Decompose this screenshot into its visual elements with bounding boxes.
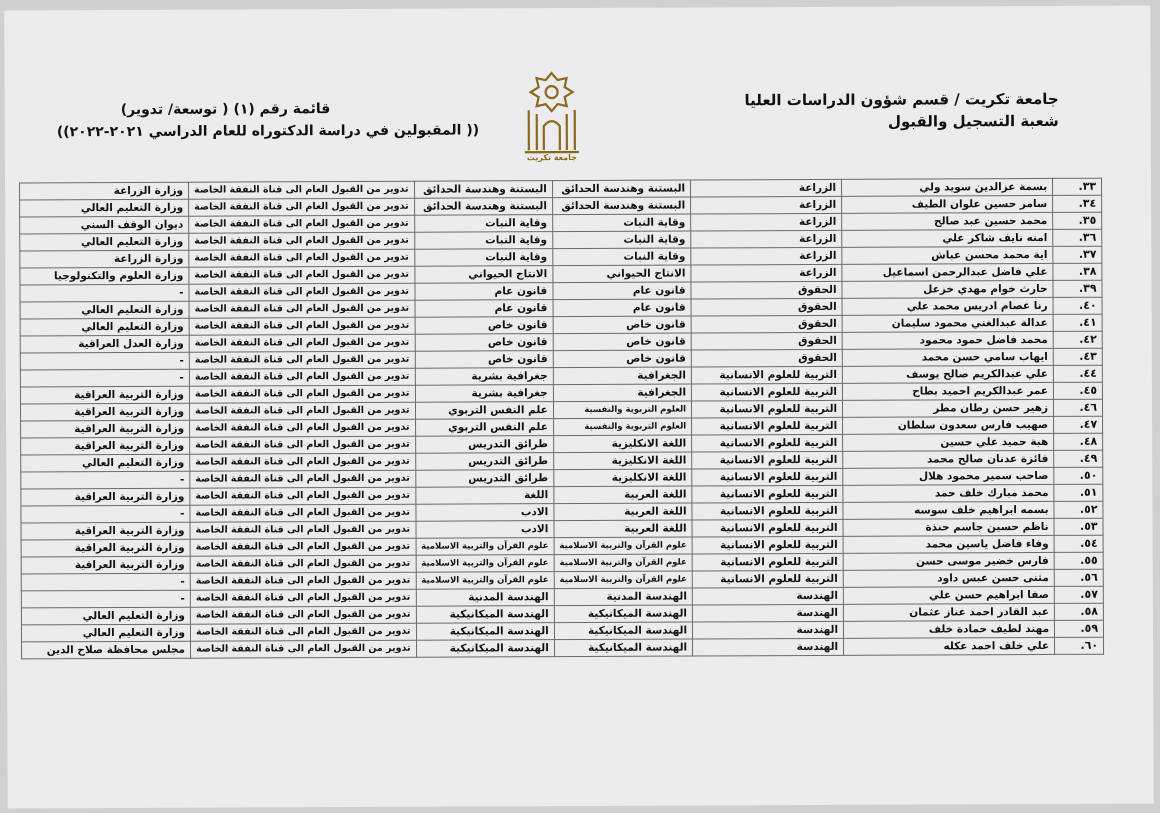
college-cell: التربية للعلوم الانسانية	[692, 468, 843, 486]
list-subtitle: (( المقبولين في دراسة الدكتوراه للعام الدراسي ٢٠٢١-٢٠٢٢))	[56, 122, 480, 141]
row-number-cell: ٤٩.	[1054, 450, 1103, 467]
college-cell: الحقوق	[691, 298, 842, 316]
row-number-cell: ٣٦.	[1053, 229, 1102, 246]
employer-cell: مجلس محافظة صلاح الدين	[22, 641, 191, 659]
admission-channel-cell: تدوير من القبول العام الى قناة النفقة الخاصة	[189, 249, 415, 267]
specialization-cell: وقاية النبات	[414, 249, 552, 267]
employer-cell: وزارة التعليم العالي	[21, 607, 190, 625]
admission-channel-cell: تدوير من القبول العام الى قناة النفقة الخاصة	[189, 334, 415, 352]
college-cell: الحقوق	[691, 315, 842, 333]
logo-text: جامعة تكريت	[526, 153, 577, 163]
employer-cell: وزارة التربية العراقية	[20, 386, 189, 404]
employer-cell: -	[21, 590, 190, 608]
employer-cell: -	[20, 352, 189, 370]
university-emblem-icon	[517, 70, 587, 162]
college-cell: التربية للعلوم الانسانية	[692, 519, 843, 537]
college-cell: الزراعة	[691, 247, 842, 265]
row-number-cell: ٦٠.	[1055, 637, 1104, 654]
college-cell: الهندسة	[693, 621, 844, 639]
college-cell: التربية للعلوم الانسانية	[691, 366, 842, 384]
student-name-cell: فارس خضير موسى حسن	[843, 552, 1054, 570]
department-cell: علوم القرآن والتربية الاسلامية	[554, 554, 692, 572]
college-cell: الحقوق	[691, 349, 842, 367]
department-cell: اللغة الانكليزية	[553, 452, 691, 470]
row-number-cell: ٣٨.	[1053, 263, 1102, 280]
department-cell: قانون خاص	[553, 316, 691, 334]
admission-channel-cell: تدوير من القبول العام الى قناة النفقة الخاصة	[190, 453, 416, 471]
department-cell: وقاية النبات	[553, 248, 691, 266]
admission-channel-cell: تدوير من القبول العام الى قناة النفقة الخاصة	[190, 606, 416, 624]
admitted-students-table	[19, 178, 1104, 660]
department-cell: البستنة وهندسة الحدائق	[552, 197, 690, 215]
student-name-cell: صفا ابراهيم حسن علي	[843, 586, 1054, 604]
department-cell: قانون عام	[553, 282, 691, 300]
student-name-cell: علي عبدالكريم صالح يوسف	[842, 365, 1053, 383]
department-cell: اللغة الانكليزية	[554, 469, 692, 487]
admission-channel-cell: تدوير من القبول العام الى قناة النفقة الخاصة	[190, 436, 416, 454]
row-number-cell: ٤٠.	[1053, 297, 1102, 314]
college-cell: الهندسة	[693, 638, 844, 656]
row-number-cell: ٣٤.	[1053, 195, 1102, 212]
department-cell: الجغرافية	[553, 367, 691, 385]
department-cell: الهندسة المدنية	[554, 588, 692, 606]
row-number-cell: ٥٦.	[1054, 569, 1103, 586]
student-name-cell: مهند لطيف حمادة خلف	[844, 620, 1055, 638]
row-number-cell: ٣٩.	[1053, 280, 1102, 297]
row-number-cell: ٥٣.	[1054, 518, 1103, 535]
student-name-cell: حارث خوام مهدي خزعل	[842, 280, 1053, 298]
department-cell: قانون خاص	[553, 350, 691, 368]
admission-channel-cell: تدوير من القبول العام الى قناة النفقة الخاصة	[189, 402, 415, 420]
department-cell: قانون عام	[553, 299, 691, 317]
specialization-cell: قانون عام	[415, 300, 553, 318]
student-name-cell: علي خلف احمد عكله	[844, 637, 1055, 655]
college-cell: التربية للعلوم الانسانية	[692, 451, 843, 469]
admission-channel-cell: تدوير من القبول العام الى قناة النفقة الخاصة	[189, 215, 415, 233]
department-cell: الهندسة الميكانيكية	[554, 605, 692, 623]
department-cell: وقاية النبات	[553, 231, 691, 249]
college-cell: الزراعة	[691, 196, 842, 214]
row-number-cell: ٤٦.	[1054, 399, 1103, 416]
college-cell: التربية للعلوم الانسانية	[692, 570, 843, 588]
admission-channel-cell: تدوير من القبول العام الى قناة النفقة الخاصة	[189, 198, 415, 216]
employer-cell: وزارة الزراعة	[20, 250, 189, 268]
employer-cell: ديوان الوقف السني	[20, 216, 189, 234]
college-cell: الزراعة	[691, 230, 842, 248]
student-name-cell: اية محمد محسن عباش	[842, 246, 1053, 264]
specialization-cell: وقاية النبات	[414, 215, 552, 233]
specialization-cell: اللغة	[415, 487, 553, 505]
department-cell: اللغة العربية	[554, 486, 692, 504]
row-number-cell: ٥٤.	[1054, 535, 1103, 552]
department-cell: علوم القرآن والتربية الاسلامية	[554, 571, 692, 589]
department-cell: العلوم التربوية والنفسية	[553, 418, 691, 436]
specialization-cell: الادب	[415, 504, 553, 522]
employer-cell: وزارة الزراعة	[20, 182, 189, 200]
admission-channel-cell: تدوير من القبول العام الى قناة النفقة الخاصة	[189, 266, 415, 284]
admission-channel-cell: تدوير من القبول العام الى قناة النفقة الخاصة	[189, 283, 415, 301]
specialization-cell: الهندسة المدنية	[416, 589, 554, 607]
department-cell: الانتاج الحيواني	[553, 265, 691, 283]
admission-channel-cell: تدوير من القبول العام الى قناة النفقة الخاصة	[190, 487, 416, 505]
student-name-cell: بسمة عزالدين سويد ولي	[842, 178, 1053, 196]
college-cell: التربية للعلوم الانسانية	[692, 485, 843, 503]
employer-cell: وزارة التربية العراقية	[21, 522, 190, 540]
admission-channel-cell: تدوير من القبول العام الى قناة النفقة الخاصة	[189, 300, 415, 318]
admission-channel-cell: تدوير من القبول العام الى قناة النفقة الخاصة	[190, 538, 416, 556]
college-cell: الهندسة	[692, 604, 843, 622]
college-cell: الهندسة	[692, 587, 843, 605]
row-number-cell: ٤٣.	[1053, 348, 1102, 365]
specialization-cell: قانون خاص	[415, 351, 553, 369]
student-name-cell: ايهاب سامي حسن محمد	[842, 348, 1053, 366]
student-name-cell: عبد القادر احمد عناز عثمان	[843, 603, 1054, 621]
department-cell: قانون خاص	[553, 333, 691, 351]
department-cell: الهندسة الميكانيكية	[554, 639, 692, 657]
row-number-cell: ٣٧.	[1053, 246, 1102, 263]
admission-channel-cell: تدوير من القبول العام الى قناة النفقة الخاصة	[189, 385, 415, 403]
employer-cell: وزارة التعليم العالي	[21, 454, 190, 472]
specialization-cell: الهندسة الميكانيكية	[416, 606, 554, 624]
employer-cell: وزارة التربية العراقية	[21, 420, 190, 438]
student-name-cell: محمد فاضل حمود محمود	[842, 331, 1053, 349]
college-cell: التربية للعلوم الانسانية	[692, 417, 843, 435]
admission-channel-cell: تدوير من القبول العام الى قناة النفقة الخاصة	[189, 368, 415, 386]
specialization-cell: البستنة وهندسة الحدائق	[414, 181, 552, 199]
college-cell: التربية للعلوم الانسانية	[692, 553, 843, 571]
college-cell: التربية للعلوم الانسانية	[692, 434, 843, 452]
specialization-cell: قانون خاص	[415, 334, 553, 352]
row-number-cell: ٤٢.	[1053, 331, 1102, 348]
specialization-cell: علوم القرآن والتربية الاسلامية	[416, 572, 554, 590]
employer-cell: -	[21, 573, 190, 591]
employer-cell: وزارة التربية العراقية	[21, 437, 190, 455]
employer-cell: وزارة العدل العراقية	[20, 335, 189, 353]
specialization-cell: جغرافية بشرية	[415, 368, 553, 386]
college-cell: التربية للعلوم الانسانية	[691, 383, 842, 401]
student-name-cell: علي فاضل عبدالرحمن اسماعيل	[842, 263, 1053, 281]
admission-channel-cell: تدوير من القبول العام الى قناة النفقة الخاصة	[190, 470, 416, 488]
admission-channel-cell: تدوير من القبول العام الى قناة النفقة الخاصة	[190, 623, 416, 641]
student-name-cell: سامر حسين علوان الطيف	[842, 195, 1053, 213]
student-name-cell: مثنى حسن عبس داود	[843, 569, 1054, 587]
department-cell: علوم القرآن والتربية الاسلامية	[554, 537, 692, 555]
row-number-cell: ٤٨.	[1054, 433, 1103, 450]
row-number-cell: ٥٩.	[1055, 620, 1104, 637]
admission-channel-cell: تدوير من القبول العام الى قناة النفقة الخاصة	[190, 521, 416, 539]
employer-cell: وزارة التربية العراقية	[21, 556, 190, 574]
student-name-cell: صهيب فارس سعدون سلطان	[843, 416, 1054, 434]
college-cell: التربية للعلوم الانسانية	[692, 400, 843, 418]
admission-channel-cell: تدوير من القبول العام الى قناة النفقة الخاصة	[190, 589, 416, 607]
student-name-cell: بسمه ابراهيم خلف سوسه	[843, 501, 1054, 519]
admission-channel-cell: تدوير من القبول العام الى قناة النفقة الخاصة	[190, 504, 416, 522]
employer-cell: وزارة التعليم العالي	[20, 318, 189, 336]
admission-channel-cell: تدوير من القبول العام الى قناة النفقة الخاصة	[189, 232, 415, 250]
specialization-cell: جغرافية بشرية	[415, 385, 553, 403]
employer-cell: -	[20, 369, 189, 387]
row-number-cell: ٣٥.	[1053, 212, 1102, 229]
student-name-cell: صاحب سمير محمود هلال	[843, 467, 1054, 485]
department-cell: البستنة وهندسة الحدائق	[552, 180, 690, 198]
department-cell: وقاية النبات	[552, 214, 690, 232]
specialization-cell: قانون عام	[414, 283, 552, 301]
row-number-cell: ٣٣.	[1053, 178, 1102, 195]
specialization-cell: الادب	[415, 521, 553, 539]
student-name-cell: امنه نايف شاكر علي	[842, 229, 1053, 247]
specialization-cell: الهندسة الميكانيكية	[416, 623, 554, 641]
specialization-cell: علوم القرآن والتربية الاسلامية	[416, 538, 554, 556]
row-number-cell: ٥١.	[1054, 484, 1103, 501]
employer-cell: وزارة التعليم العالي	[20, 233, 189, 251]
specialization-cell: علم النفس التربوي	[415, 419, 553, 437]
college-cell: الزراعة	[691, 264, 842, 282]
employer-cell: وزارة التربية العراقية	[21, 488, 190, 506]
college-cell: الزراعة	[691, 213, 842, 231]
specialization-cell: البستنة وهندسة الحدائق	[414, 198, 552, 216]
admission-channel-cell: تدوير من القبول العام الى قناة النفقة الخاصة	[190, 419, 416, 437]
admission-channel-cell: تدوير من القبول العام الى قناة النفقة الخاصة	[190, 555, 416, 573]
college-cell: الزراعة	[691, 179, 842, 197]
student-name-cell: وفاء فاضل ياسين محمد	[843, 535, 1054, 553]
specialization-cell: قانون خاص	[415, 317, 553, 335]
admission-channel-cell: تدوير من القبول العام الى قناة النفقة الخاصة	[191, 640, 417, 658]
division-heading: شعبة التسجيل والقبول	[887, 111, 1059, 131]
specialization-cell: طرائق التدريس	[415, 453, 553, 471]
specialization-cell: طرائق التدريس	[415, 470, 553, 488]
department-cell: اللغة الانكليزية	[553, 435, 691, 453]
student-name-cell: فائزة عدنان صالح محمد	[843, 450, 1054, 468]
specialization-cell: علم النفس التربوي	[415, 402, 553, 420]
employer-cell: وزارة التربية العراقية	[20, 403, 189, 421]
admission-channel-cell: تدوير من القبول العام الى قناة النفقة الخاصة	[189, 351, 415, 369]
student-name-cell: عمر عبدالكريم احميد بطاح	[842, 382, 1053, 400]
employer-cell: وزارة التعليم العالي	[20, 199, 189, 217]
admission-channel-cell: تدوير من القبول العام الى قناة النفقة الخاصة	[189, 181, 415, 199]
specialization-cell: علوم القرآن والتربية الاسلامية	[416, 555, 554, 573]
admission-channel-cell: تدوير من القبول العام الى قناة النفقة الخاصة	[189, 317, 415, 335]
specialization-cell: وقاية النبات	[414, 232, 552, 250]
college-cell: الحقوق	[691, 281, 842, 299]
college-cell: التربية للعلوم الانسانية	[692, 536, 843, 554]
employer-cell: -	[21, 471, 190, 489]
employer-cell: -	[20, 284, 189, 302]
student-name-cell: هبة حميد علي حسين	[843, 433, 1054, 451]
student-name-cell: محمد مبارك خلف حمد	[843, 484, 1054, 502]
department-cell: اللغة العربية	[554, 503, 692, 521]
employer-cell: وزارة التعليم العالي	[20, 301, 189, 319]
department-cell: الجغرافية	[553, 384, 691, 402]
student-name-cell: ناظم حسين جاسم حنذة	[843, 518, 1054, 536]
specialization-cell: الهندسة الميكانيكية	[416, 640, 554, 658]
college-cell: التربية للعلوم الانسانية	[692, 502, 843, 520]
student-name-cell: محمد حسين عبد صالح	[842, 212, 1053, 230]
department-cell: العلوم التربوية والنفسية	[553, 401, 691, 419]
row-number-cell: ٥٠.	[1054, 467, 1103, 484]
row-number-cell: ٥٢.	[1054, 501, 1103, 518]
list-title: قائمة رقم (١) ( توسعة/ تدوير)	[120, 101, 331, 118]
row-number-cell: ٥٨.	[1054, 603, 1103, 620]
university-department-heading: جامعة تكريت / قسم شؤون الدراسات العليا	[744, 89, 1059, 110]
row-number-cell: ٥٥.	[1054, 552, 1103, 569]
department-cell: اللغة العربية	[554, 520, 692, 538]
student-name-cell: زهير حسن رطان مطر	[843, 399, 1054, 417]
college-cell: الحقوق	[691, 332, 842, 350]
row-number-cell: ٤١.	[1053, 314, 1102, 331]
row-number-cell: ٤٧.	[1054, 416, 1103, 433]
department-cell: الهندسة الميكانيكية	[554, 622, 692, 640]
document-page	[4, 6, 1153, 809]
specialization-cell: الانتاج الحيواني	[414, 266, 552, 284]
admission-channel-cell: تدوير من القبول العام الى قناة النفقة الخاصة	[190, 572, 416, 590]
employer-cell: وزارة التعليم العالي	[21, 624, 190, 642]
specialization-cell: طرائق التدريس	[415, 436, 553, 454]
row-number-cell: ٤٤.	[1053, 365, 1102, 382]
employer-cell: وزارة العلوم والتكنولوجيا	[20, 267, 189, 285]
row-number-cell: ٥٧.	[1054, 586, 1103, 603]
employer-cell: -	[21, 505, 190, 523]
employer-cell: وزارة التربية العراقية	[21, 539, 190, 557]
student-name-cell: رنا عصام ادريس محمد علي	[842, 297, 1053, 315]
student-name-cell: عدالة عبدالغني محمود سليمان	[842, 314, 1053, 332]
row-number-cell: ٤٥.	[1053, 382, 1102, 399]
